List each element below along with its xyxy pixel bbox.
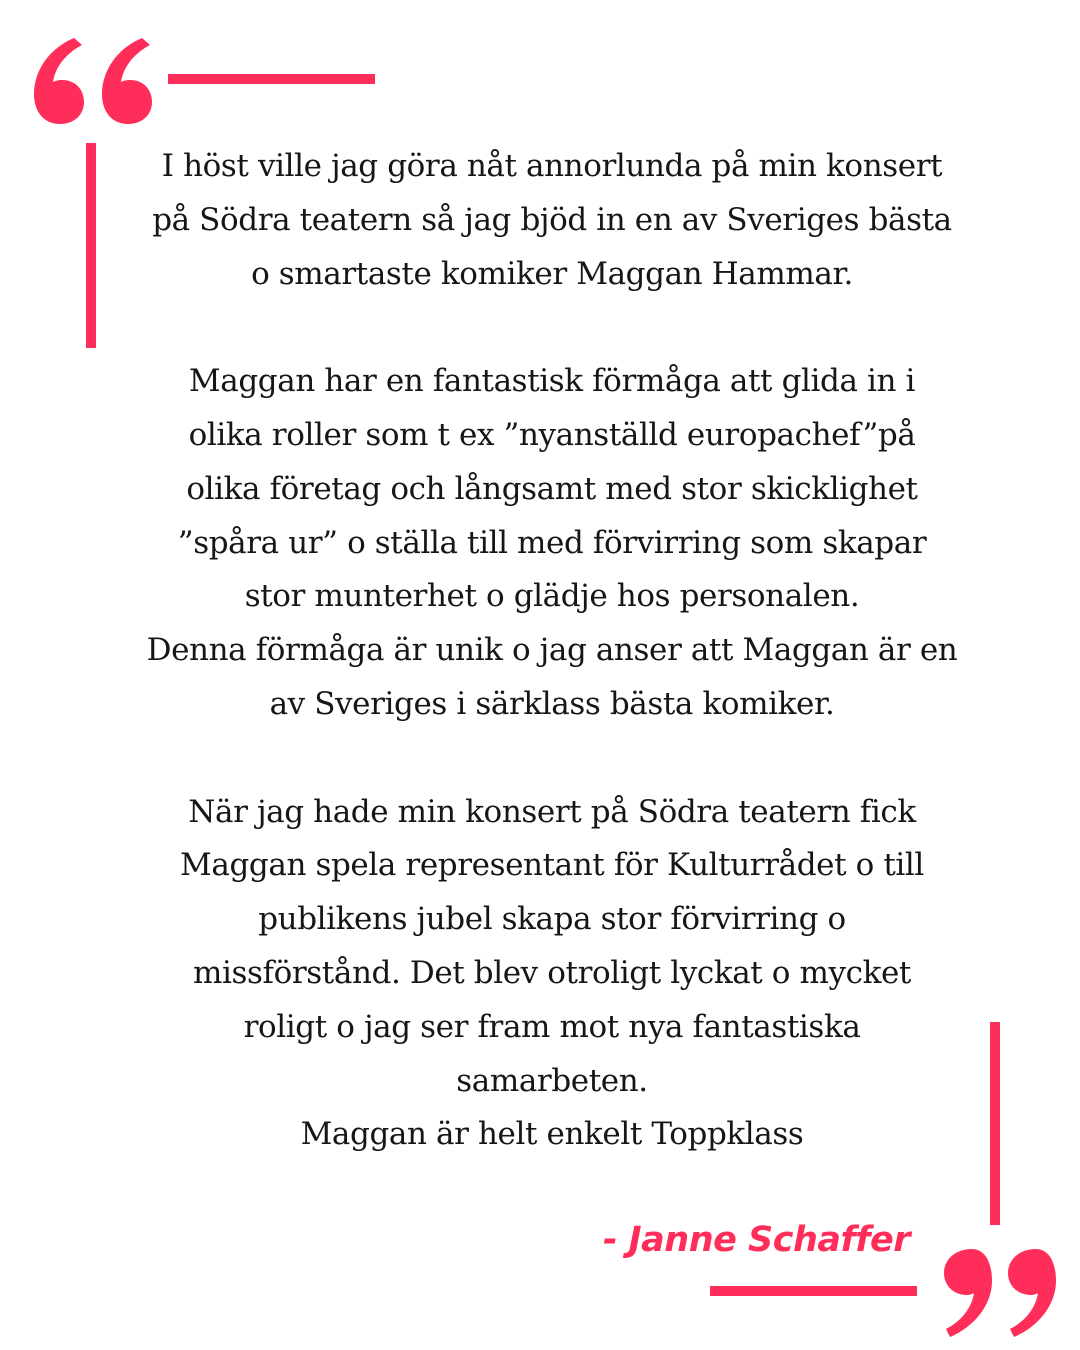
quote-line: Maggan spela representant för Kulturrådet o till — [180, 847, 924, 884]
quote-line: publikens jubel skapa stor förvirring o — [258, 901, 846, 938]
quote-line: olika roller som t ex ”nyanställd europachef”på — [188, 416, 916, 453]
quote-line: samarbeten. — [456, 1062, 648, 1099]
quote-line: missförstånd. Det blev otroligt lyckat o mycket — [193, 954, 911, 991]
quote-line: stor munterhet o glädje hos personalen. — [244, 578, 860, 615]
paragraph-gap — [120, 301, 984, 355]
testimonial-text — [120, 140, 984, 1162]
top-accent-line — [168, 74, 375, 84]
closing-quote-icon — [940, 1245, 1060, 1340]
quote-line: olika företag och långsamt med stor skicklighet — [186, 470, 918, 507]
quote-line: I höst ville jag göra nåt annorlunda på min konsert — [161, 148, 943, 184]
quote-line: Maggan är helt enkelt Toppklass — [300, 1116, 804, 1153]
quote-line: roligt o jag ser fram mot nya fantastiska — [243, 1008, 861, 1045]
paragraph-gap — [120, 732, 984, 786]
quote-line: o smartaste komiker Maggan Hammar. — [251, 255, 853, 292]
quote-line: på Södra teatern så jag bjöd in en av Sveriges bästa — [152, 201, 952, 238]
left-accent-line — [86, 143, 96, 348]
bottom-accent-line — [710, 1286, 917, 1296]
quote-line: av Sveriges i särklass bästa komiker. — [269, 685, 835, 722]
opening-quote-icon — [30, 34, 160, 129]
quote-line: Maggan har en fantastisk förmåga att glida in i — [188, 363, 916, 400]
quote-line: Denna förmåga är unik o jag anser att Maggan är en — [146, 632, 958, 669]
quote-line: ”spåra ur” o ställa till med förvirring som skapar — [177, 524, 927, 561]
quote-attribution: - Janne Schaffer — [602, 1220, 910, 1260]
quote-line: När jag hade min konsert på Södra teatern fick — [188, 793, 916, 830]
right-accent-line — [990, 1022, 1000, 1225]
